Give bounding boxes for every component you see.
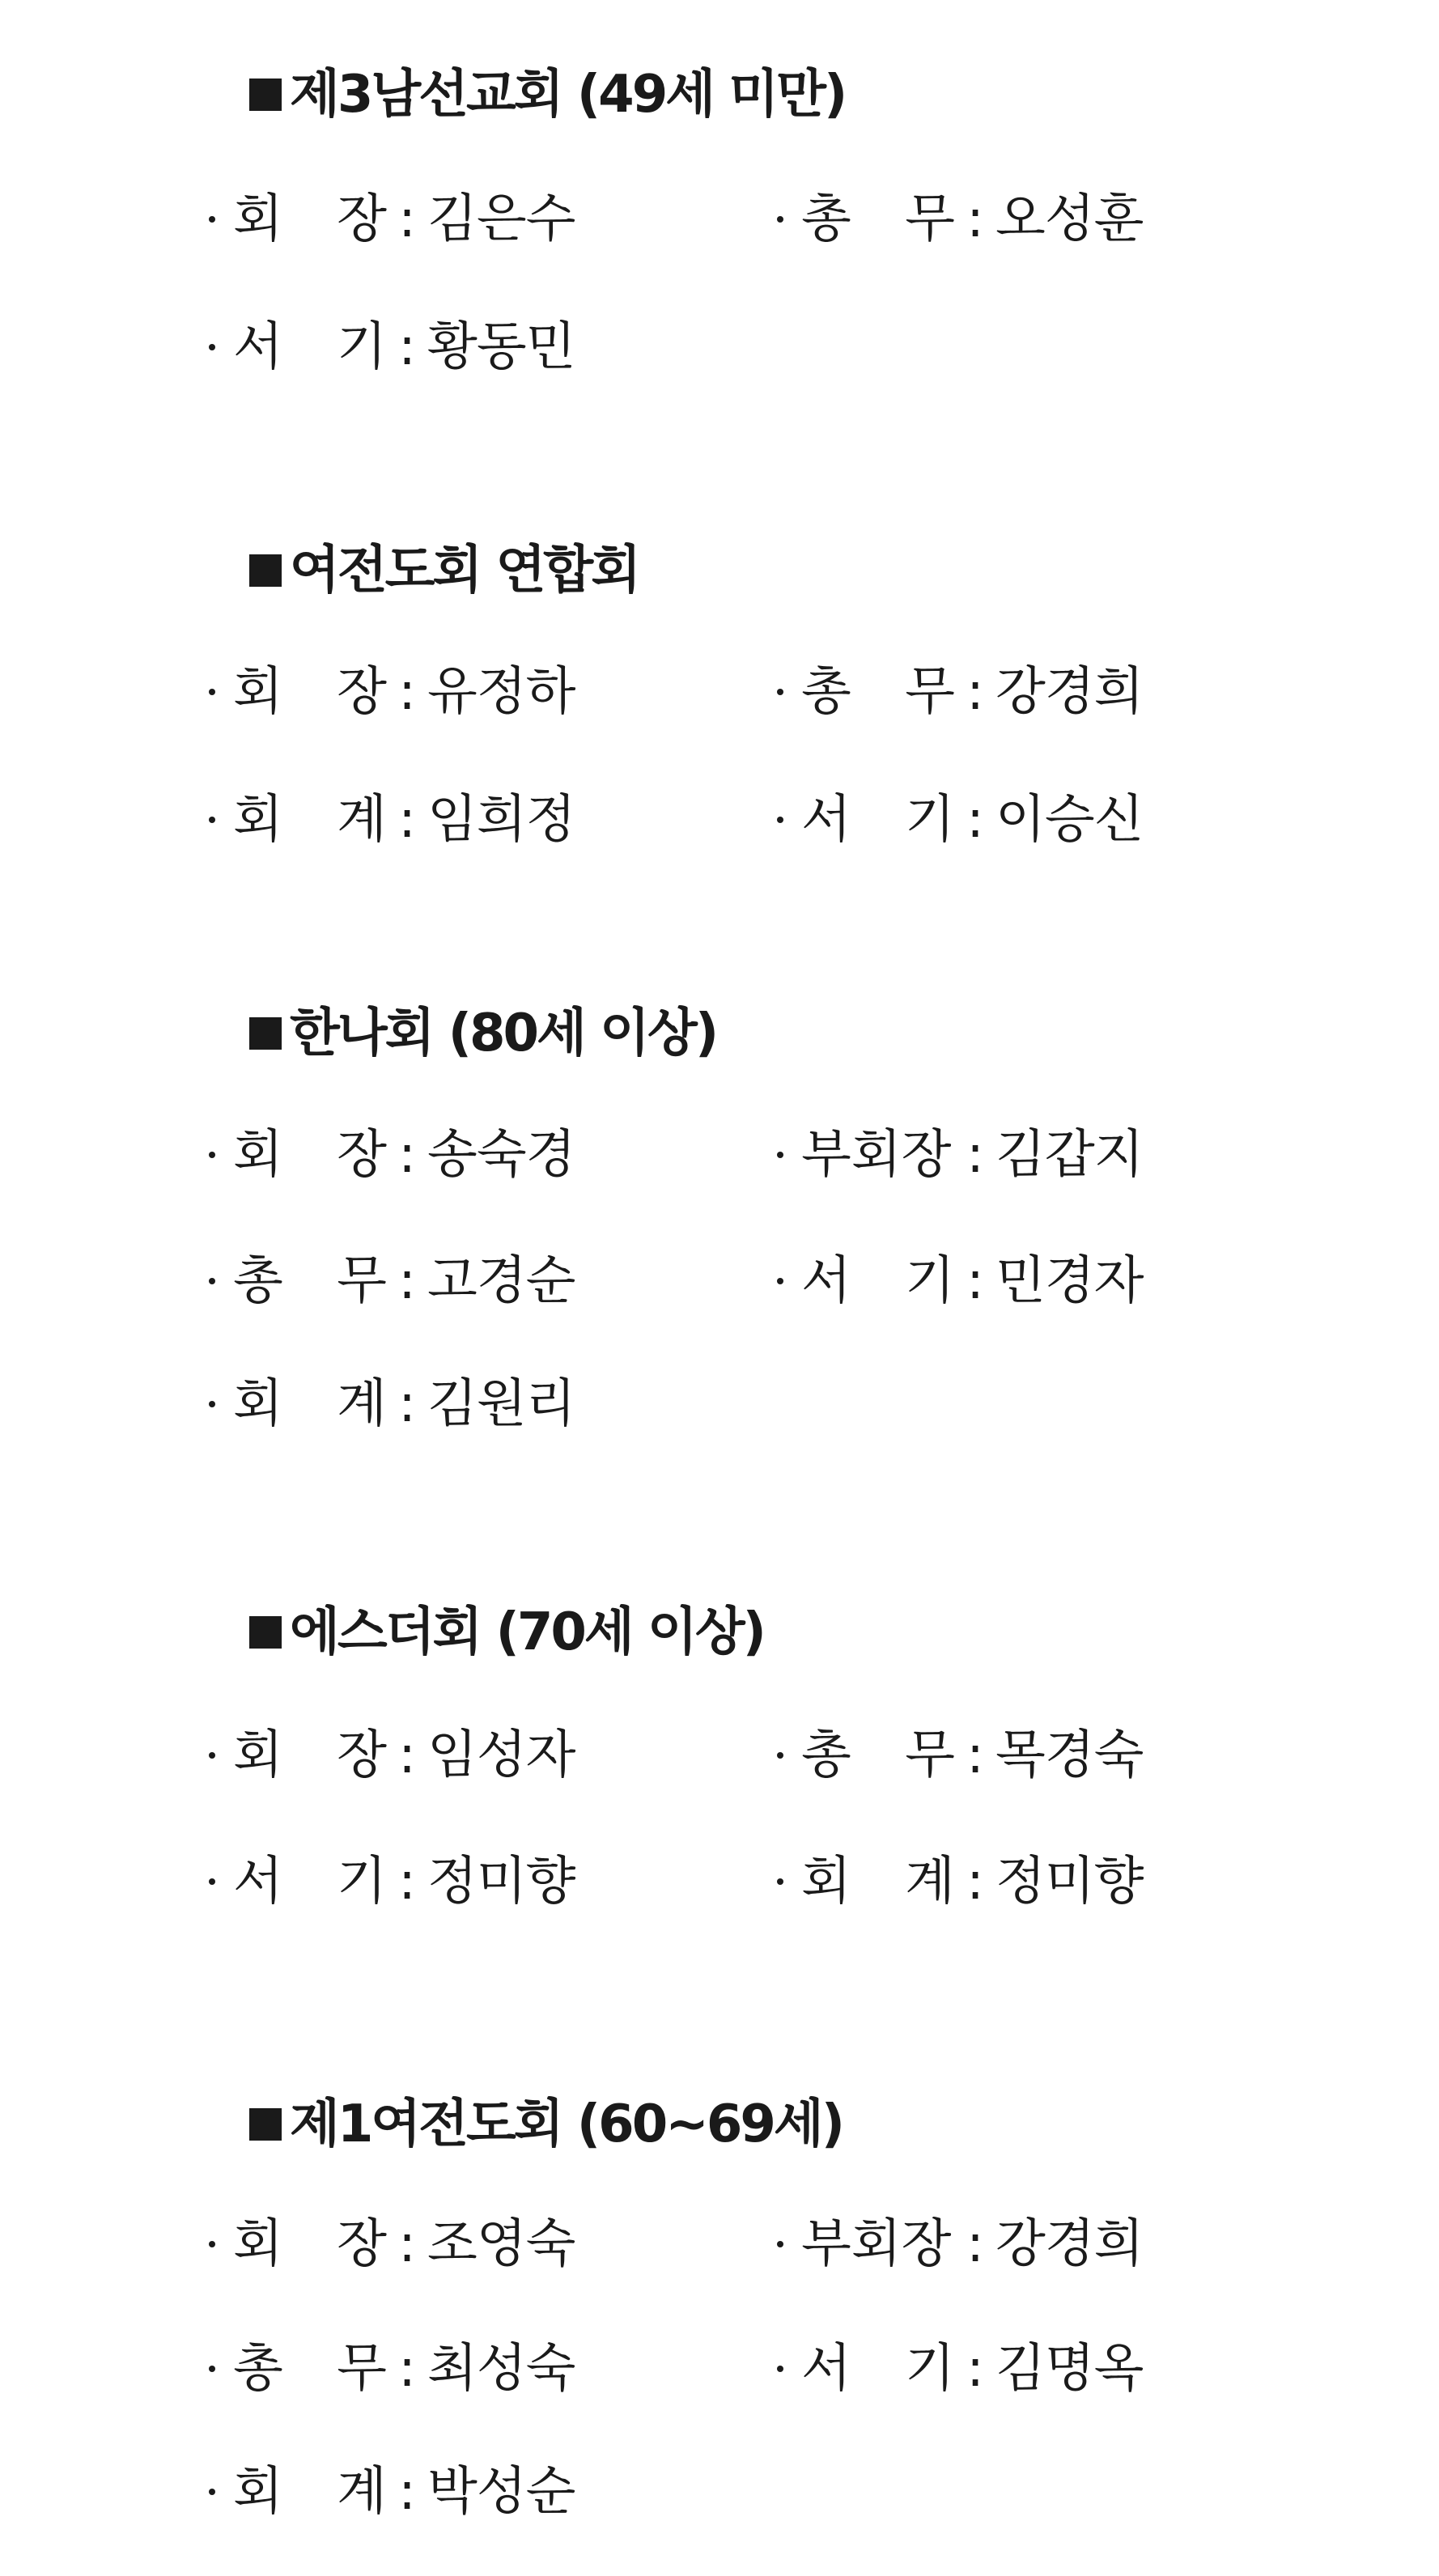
officer-name: 박성순 (427, 2462, 575, 2522)
officer-name: 임희정 (427, 790, 575, 850)
separator: : (398, 2462, 416, 2522)
officer-entry (209, 783, 575, 856)
middle-dot-icon (777, 2366, 783, 2372)
officer-role: 총 무 (233, 2339, 387, 2399)
section-title (249, 534, 639, 607)
officer-role: 회 장 (233, 1725, 387, 1785)
square-bullet-icon (249, 1017, 282, 1050)
officer-role: 회 장 (233, 2214, 387, 2274)
officer-entry (777, 1719, 1143, 1792)
section-title (249, 1596, 764, 1669)
officer-entry (777, 183, 1143, 256)
officer-entry (209, 2208, 575, 2281)
separator: : (398, 2214, 416, 2274)
middle-dot-icon (209, 1278, 215, 1284)
officer-entry (209, 2455, 575, 2528)
officer-name: 강경희 (995, 2214, 1144, 2274)
middle-dot-icon (209, 344, 215, 350)
middle-dot-icon (777, 1752, 783, 1759)
separator: : (966, 1251, 984, 1311)
officer-entry (777, 1845, 1143, 1918)
officer-entry (209, 1245, 575, 1318)
officer-role: 회 장 (233, 662, 387, 722)
separator: : (966, 1852, 984, 1912)
officer-name: 민경자 (995, 1251, 1144, 1311)
square-bullet-icon (249, 554, 282, 587)
officer-entry (777, 2332, 1143, 2405)
officer-row (0, 1368, 1439, 1441)
officer-name: 조영숙 (427, 2214, 575, 2274)
officer-role: 서 기 (801, 2339, 955, 2399)
officer-row (0, 2208, 1439, 2281)
officer-entry (209, 311, 575, 384)
middle-dot-icon (777, 689, 783, 695)
officer-name: 김갑지 (995, 1125, 1144, 1185)
officer-name: 임성자 (427, 1725, 575, 1785)
officer-entry (209, 1118, 575, 1191)
separator: : (966, 790, 984, 850)
officer-row (0, 783, 1439, 856)
officer-entry (209, 183, 575, 256)
officer-entry (777, 1118, 1143, 1191)
officer-entry (209, 2332, 575, 2405)
officer-role: 서 기 (233, 317, 387, 377)
middle-dot-icon (209, 216, 215, 223)
middle-dot-icon (209, 2366, 215, 2372)
section-title (249, 58, 845, 131)
square-bullet-icon (249, 79, 282, 111)
officer-entry (777, 783, 1143, 856)
separator: : (966, 1725, 984, 1785)
middle-dot-icon (209, 1401, 215, 1407)
middle-dot-icon (209, 817, 215, 823)
officer-entry (209, 1845, 575, 1918)
middle-dot-icon (209, 2241, 215, 2247)
middle-dot-icon (777, 1278, 783, 1284)
middle-dot-icon (777, 216, 783, 223)
officer-entry (777, 2208, 1143, 2281)
separator: : (398, 1852, 416, 1912)
officer-role: 서 기 (801, 1251, 955, 1311)
separator: : (398, 1725, 416, 1785)
officer-role: 서 기 (233, 1852, 387, 1912)
officer-name: 김명옥 (995, 2339, 1144, 2399)
officer-row (0, 1118, 1439, 1191)
officer-role: 총 무 (801, 662, 955, 722)
officer-name: 정미향 (995, 1852, 1144, 1912)
separator: : (398, 317, 416, 377)
middle-dot-icon (777, 817, 783, 823)
middle-dot-icon (209, 1878, 215, 1885)
officer-entry (777, 1245, 1143, 1318)
officer-name: 유정하 (427, 662, 575, 722)
separator: : (398, 662, 416, 722)
officer-name: 정미향 (427, 1852, 575, 1912)
officer-row (0, 2455, 1439, 2528)
officer-row (0, 1719, 1439, 1792)
officer-row (0, 1845, 1439, 1918)
square-bullet-icon (249, 1616, 282, 1649)
middle-dot-icon (209, 2489, 215, 2495)
separator: : (966, 2339, 984, 2399)
officer-role: 총 무 (233, 1251, 387, 1311)
section-title (249, 2088, 843, 2161)
officer-role: 회 계 (233, 1374, 387, 1434)
separator: : (398, 1125, 416, 1185)
officer-entry (209, 1368, 575, 1441)
officer-role: 회 계 (233, 790, 387, 850)
officer-name: 고경순 (427, 1251, 575, 1311)
section-title-text: 제1여전도회 (60~69세) (290, 2094, 843, 2154)
middle-dot-icon (209, 1152, 215, 1158)
officer-entry (777, 656, 1143, 728)
officer-role: 회 장 (233, 189, 387, 249)
officer-row (0, 311, 1439, 384)
officer-entry (209, 656, 575, 728)
separator: : (398, 189, 416, 249)
officer-row (0, 656, 1439, 728)
officer-role: 총 무 (801, 189, 955, 249)
officer-role: 회 계 (801, 1852, 955, 1912)
middle-dot-icon (777, 2241, 783, 2247)
middle-dot-icon (209, 1752, 215, 1759)
officer-role: 회 장 (233, 1125, 387, 1185)
separator: : (966, 2214, 984, 2274)
section-title-text: 제3남선교회 (49세 미만) (290, 65, 846, 125)
officer-row (0, 183, 1439, 256)
officer-role: 회 계 (233, 2462, 387, 2522)
section-title-text: 한나회 (80세 이상) (290, 1004, 717, 1063)
officer-name: 목경숙 (995, 1725, 1144, 1785)
section-title (249, 997, 716, 1070)
officer-role: 서 기 (801, 790, 955, 850)
officer-row (0, 1245, 1439, 1318)
middle-dot-icon (777, 1152, 783, 1158)
officer-role: 부회장 (801, 2214, 952, 2274)
officer-name: 김원리 (427, 1374, 575, 1434)
separator: : (398, 790, 416, 850)
separator: : (398, 1251, 416, 1311)
middle-dot-icon (777, 1878, 783, 1885)
officer-name: 김은수 (427, 189, 575, 249)
officer-name: 황동민 (427, 317, 575, 377)
separator: : (966, 189, 984, 249)
officer-name: 최성숙 (427, 2339, 575, 2399)
separator: : (966, 1125, 984, 1185)
section-title-text: 여전도회 연합회 (290, 541, 639, 601)
officer-name: 송숙경 (427, 1125, 575, 1185)
officer-role: 총 무 (801, 1725, 955, 1785)
section-title-text: 에스더회 (70세 이상) (290, 1602, 764, 1662)
officer-name: 강경희 (995, 662, 1144, 722)
square-bullet-icon (249, 2108, 282, 2141)
separator: : (398, 1374, 416, 1434)
officer-name: 이승신 (995, 790, 1144, 850)
middle-dot-icon (209, 689, 215, 695)
separator: : (966, 662, 984, 722)
officer-entry (209, 1719, 575, 1792)
officer-name: 오성훈 (995, 189, 1144, 249)
officer-row (0, 2332, 1439, 2405)
officer-role: 부회장 (801, 1125, 952, 1185)
separator: : (398, 2339, 416, 2399)
